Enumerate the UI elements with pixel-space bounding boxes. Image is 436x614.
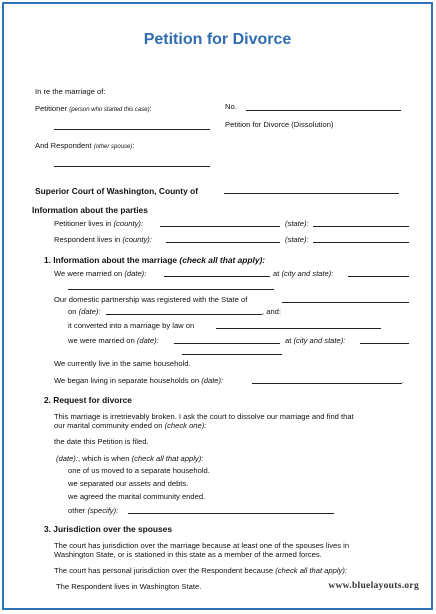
section3-p2-text: The court has personal jurisdiction over the Respondent because	[54, 566, 274, 575]
on-text: on	[68, 307, 77, 316]
county-line[interactable]	[224, 193, 399, 194]
sub-option-other[interactable]	[68, 506, 118, 515]
other-specify-line[interactable]	[128, 513, 334, 514]
we-married-date-line[interactable]	[174, 343, 280, 344]
parties-heading: Information about the parties	[32, 205, 148, 215]
state-label: (state):	[285, 219, 309, 228]
sub-option-moved[interactable]: one of us moved to a separate household.	[68, 466, 210, 475]
date-label: (date):	[78, 307, 101, 316]
we-married-on	[68, 336, 159, 345]
respondent-state-line[interactable]	[313, 242, 409, 243]
petitioner-note: (person who started this case)	[69, 107, 150, 113]
other-text: other	[68, 506, 86, 515]
date-label: (date):	[201, 376, 224, 385]
option-date-filed[interactable]: the date this Petition is filed.	[54, 437, 149, 446]
document-page	[2, 2, 433, 610]
we-married-on-text: we were married on	[68, 336, 135, 345]
which-is-when-text: , which is when	[77, 454, 130, 463]
section2-heading: 2. Request for divorce	[44, 395, 132, 405]
case-no-line[interactable]	[246, 110, 401, 111]
section3-heading: 3. Jurisdiction over the spouses	[44, 524, 172, 534]
option-specific-date[interactable]	[56, 454, 203, 463]
at-text: at	[285, 336, 292, 345]
respondent-lives	[54, 235, 152, 244]
period: .	[402, 376, 405, 385]
began-separate-text: We began living in separate households on	[54, 376, 200, 385]
city-state-label: (city and state):	[293, 336, 346, 345]
marriage-place-line[interactable]	[348, 276, 409, 277]
petitioner-state-line[interactable]	[313, 226, 409, 227]
petitioner-name-line[interactable]	[54, 129, 210, 130]
state-label: (state):	[285, 235, 309, 244]
sub-option-assets[interactable]: we separated our assets and debts.	[68, 479, 189, 488]
section2-para-line1: This marriage is irretrievably broken. I ask the court to dissolve our marriage and find that	[54, 412, 354, 421]
petitioner-lives	[54, 219, 143, 228]
court-label: Superior Court of Washington, County of	[35, 186, 198, 196]
document-title: Petition for Divorce	[143, 31, 292, 48]
section1-heading	[44, 255, 265, 265]
at-city-state	[273, 269, 333, 278]
respondent-text: And Respondent	[35, 141, 92, 150]
check-all-note: (check all that apply):	[275, 566, 347, 575]
section2-para-line2	[54, 421, 206, 430]
we-married-place-line[interactable]	[360, 343, 409, 344]
para-line2-text: our marital community ended on	[54, 421, 163, 430]
live-same-household: We currently live in the same household.	[54, 359, 191, 368]
section1-note: (check all that apply):	[179, 255, 266, 265]
respondent-lives-text: Respondent lives in	[54, 235, 121, 244]
date-label: (date):	[124, 269, 147, 278]
dp-on-label	[68, 307, 101, 316]
section3-p1-line2: Washington State, or is stationed in this state as a member of the armed forces.	[54, 550, 322, 559]
city-state-label: (city and state):	[281, 269, 334, 278]
separation-date-line[interactable]	[252, 383, 402, 384]
married-on-text: We were married on	[54, 269, 123, 278]
case-type: Petition for Divorce (Dissolution)	[225, 120, 334, 129]
in-re-label: In re the marriage of:	[35, 87, 106, 96]
respondent-note: (other spouse)	[93, 144, 133, 150]
option-respondent-lives-wa[interactable]: The Respondent lives in Washington State.	[56, 582, 202, 591]
section3-p2	[54, 566, 347, 575]
at-city-state-2	[285, 336, 345, 345]
dp-registered: Our domestic partnership was registered with the State of	[54, 295, 248, 304]
watermark: www.bluelayouts.org	[328, 581, 419, 591]
section3-p1-line1: The court has jurisdiction over the marriage because at least one of the spouses lives in	[54, 541, 350, 550]
petitioner-label: Petitioner (person who started this case):	[35, 104, 152, 113]
at-text: at	[273, 269, 280, 278]
began-separate	[54, 376, 223, 385]
check-all-note: (check all that apply):	[131, 454, 204, 463]
marriage-place-line-2[interactable]	[68, 289, 274, 290]
case-no-label: No.	[225, 102, 237, 111]
converted-label: it converted into a marriage by law on	[68, 321, 195, 330]
dp-date-line[interactable]	[106, 314, 262, 315]
respondent-county-line[interactable]	[166, 242, 280, 243]
specify-note: (specify):	[87, 506, 119, 515]
county-label: (county):	[122, 235, 152, 244]
and-text: , and:	[262, 307, 281, 316]
para-line2-note: (check one):	[164, 421, 207, 430]
petitioner-lives-text: Petitioner lives in	[54, 219, 112, 228]
date-label: (date):	[56, 454, 78, 463]
petitioner-text: Petitioner	[35, 104, 68, 113]
respondent-label: And Respondent (other spouse):	[35, 141, 135, 150]
married-on-label	[54, 269, 146, 278]
we-married-place-line-2[interactable]	[182, 354, 282, 355]
converted-date-line[interactable]	[216, 328, 381, 329]
respondent-name-line[interactable]	[54, 166, 210, 167]
dp-state-line[interactable]	[282, 302, 409, 303]
petitioner-county-line[interactable]	[160, 226, 280, 227]
county-label: (county):	[113, 219, 144, 228]
sub-option-agreed[interactable]: we agreed the marital community ended.	[68, 492, 206, 501]
marriage-date-line[interactable]	[164, 276, 270, 277]
date-label: (date):	[136, 336, 159, 345]
section1-heading-text: 1. Information about the marriage	[44, 255, 178, 265]
